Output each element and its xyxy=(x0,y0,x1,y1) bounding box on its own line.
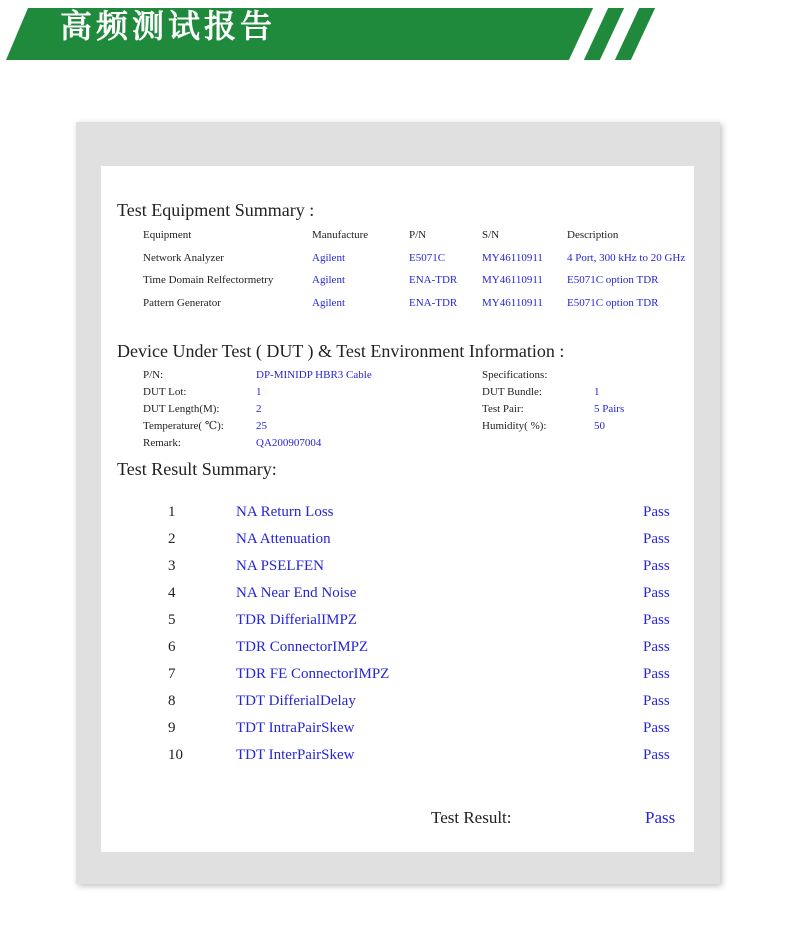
equipment-cell: Agilent xyxy=(312,297,345,309)
env-value: 1 xyxy=(594,386,600,398)
equipment-section-title: Test Equipment Summary : xyxy=(117,200,315,220)
result-status: Pass xyxy=(643,666,670,682)
equipment-cell: ENA-TDR xyxy=(409,297,458,309)
result-status: Pass xyxy=(643,504,670,520)
result-number: 2 xyxy=(168,531,176,547)
env-value: 5 Pairs xyxy=(594,403,625,415)
page-title: 高频测试报告 xyxy=(60,7,277,45)
env-label: Humidity( %): xyxy=(482,420,547,432)
dut-label: DUT Lot: xyxy=(143,386,187,398)
equipment-cell: Agilent xyxy=(312,274,345,286)
final-result-label: Test Result: xyxy=(431,808,512,827)
equipment-cell: Time Domain Relfectormetry xyxy=(143,274,274,286)
equipment-col-header: Description xyxy=(567,229,619,241)
dut-label: P/N: xyxy=(143,369,164,381)
result-test-name: TDR ConnectorIMPZ xyxy=(236,639,369,655)
result-status: Pass xyxy=(643,747,670,763)
equipment-cell: MY46110911 xyxy=(482,297,543,309)
result-test-name: NA PSELFEN xyxy=(236,558,324,574)
result-number: 1 xyxy=(168,504,176,520)
dut-label: DUT Length(M): xyxy=(143,403,220,415)
dut-value: 2 xyxy=(256,403,262,415)
equipment-cell: ENA-TDR xyxy=(409,274,458,286)
report-paper xyxy=(101,166,694,852)
result-test-name: TDR DifferialIMPZ xyxy=(236,612,357,628)
dut-value: QA200907004 xyxy=(256,437,322,449)
result-number: 3 xyxy=(168,558,176,574)
results-section-title: Test Result Summary: xyxy=(117,459,277,479)
dut-label: Remark: xyxy=(143,437,181,449)
result-number: 7 xyxy=(168,666,176,682)
env-label: Specifications: xyxy=(482,369,548,381)
result-test-name: TDT IntraPairSkew xyxy=(236,720,355,736)
result-number: 8 xyxy=(168,693,176,709)
equipment-cell: Pattern Generator xyxy=(143,297,221,309)
equipment-cell: E5071C xyxy=(409,252,446,264)
result-number: 6 xyxy=(168,639,176,655)
result-number: 9 xyxy=(168,720,176,736)
dut-label: Temperature( ℃): xyxy=(143,420,224,432)
result-status: Pass xyxy=(643,639,670,655)
equipment-col-header: Manufacture xyxy=(312,229,369,241)
result-test-name: TDT InterPairSkew xyxy=(236,747,355,763)
dut-value: 25 xyxy=(256,420,267,432)
result-test-name: TDT DifferialDelay xyxy=(236,693,356,709)
result-test-name: NA Return Loss xyxy=(236,504,334,520)
equipment-col-header: P/N xyxy=(409,229,427,241)
result-number: 4 xyxy=(168,585,176,601)
equipment-col-header: S/N xyxy=(482,229,500,241)
equipment-cell: E5071C option TDR xyxy=(567,297,659,309)
result-status: Pass xyxy=(643,612,670,628)
equipment-cell: Agilent xyxy=(312,252,345,264)
final-result-value: Pass xyxy=(645,808,676,827)
env-label: DUT Bundle: xyxy=(482,386,542,398)
result-status: Pass xyxy=(643,693,670,709)
equipment-cell: MY46110911 xyxy=(482,252,543,264)
equipment-col-header: Equipment xyxy=(143,229,192,241)
env-label: Test Pair: xyxy=(482,403,524,415)
result-test-name: TDR FE ConnectorIMPZ xyxy=(236,666,390,682)
equipment-cell: E5071C option TDR xyxy=(567,274,659,286)
result-number: 10 xyxy=(168,747,183,763)
equipment-cell: 4 Port, 300 kHz to 20 GHz xyxy=(567,252,686,264)
result-status: Pass xyxy=(643,585,670,601)
dut-value: 1 xyxy=(256,386,262,398)
result-number: 5 xyxy=(168,612,176,628)
result-test-name: NA Attenuation xyxy=(236,531,331,547)
dut-value: DP-MINIDP HBR3 Cable xyxy=(256,369,372,381)
banner-stripe xyxy=(615,8,655,60)
result-status: Pass xyxy=(643,720,670,736)
result-status: Pass xyxy=(643,558,670,574)
equipment-cell: Network Analyzer xyxy=(143,252,224,264)
result-status: Pass xyxy=(643,531,670,547)
equipment-cell: MY46110911 xyxy=(482,274,543,286)
env-value: 50 xyxy=(594,420,605,432)
dut-section-title: Device Under Test ( DUT ) & Test Environment Information : xyxy=(117,341,565,361)
result-test-name: NA Near End Noise xyxy=(236,585,357,601)
